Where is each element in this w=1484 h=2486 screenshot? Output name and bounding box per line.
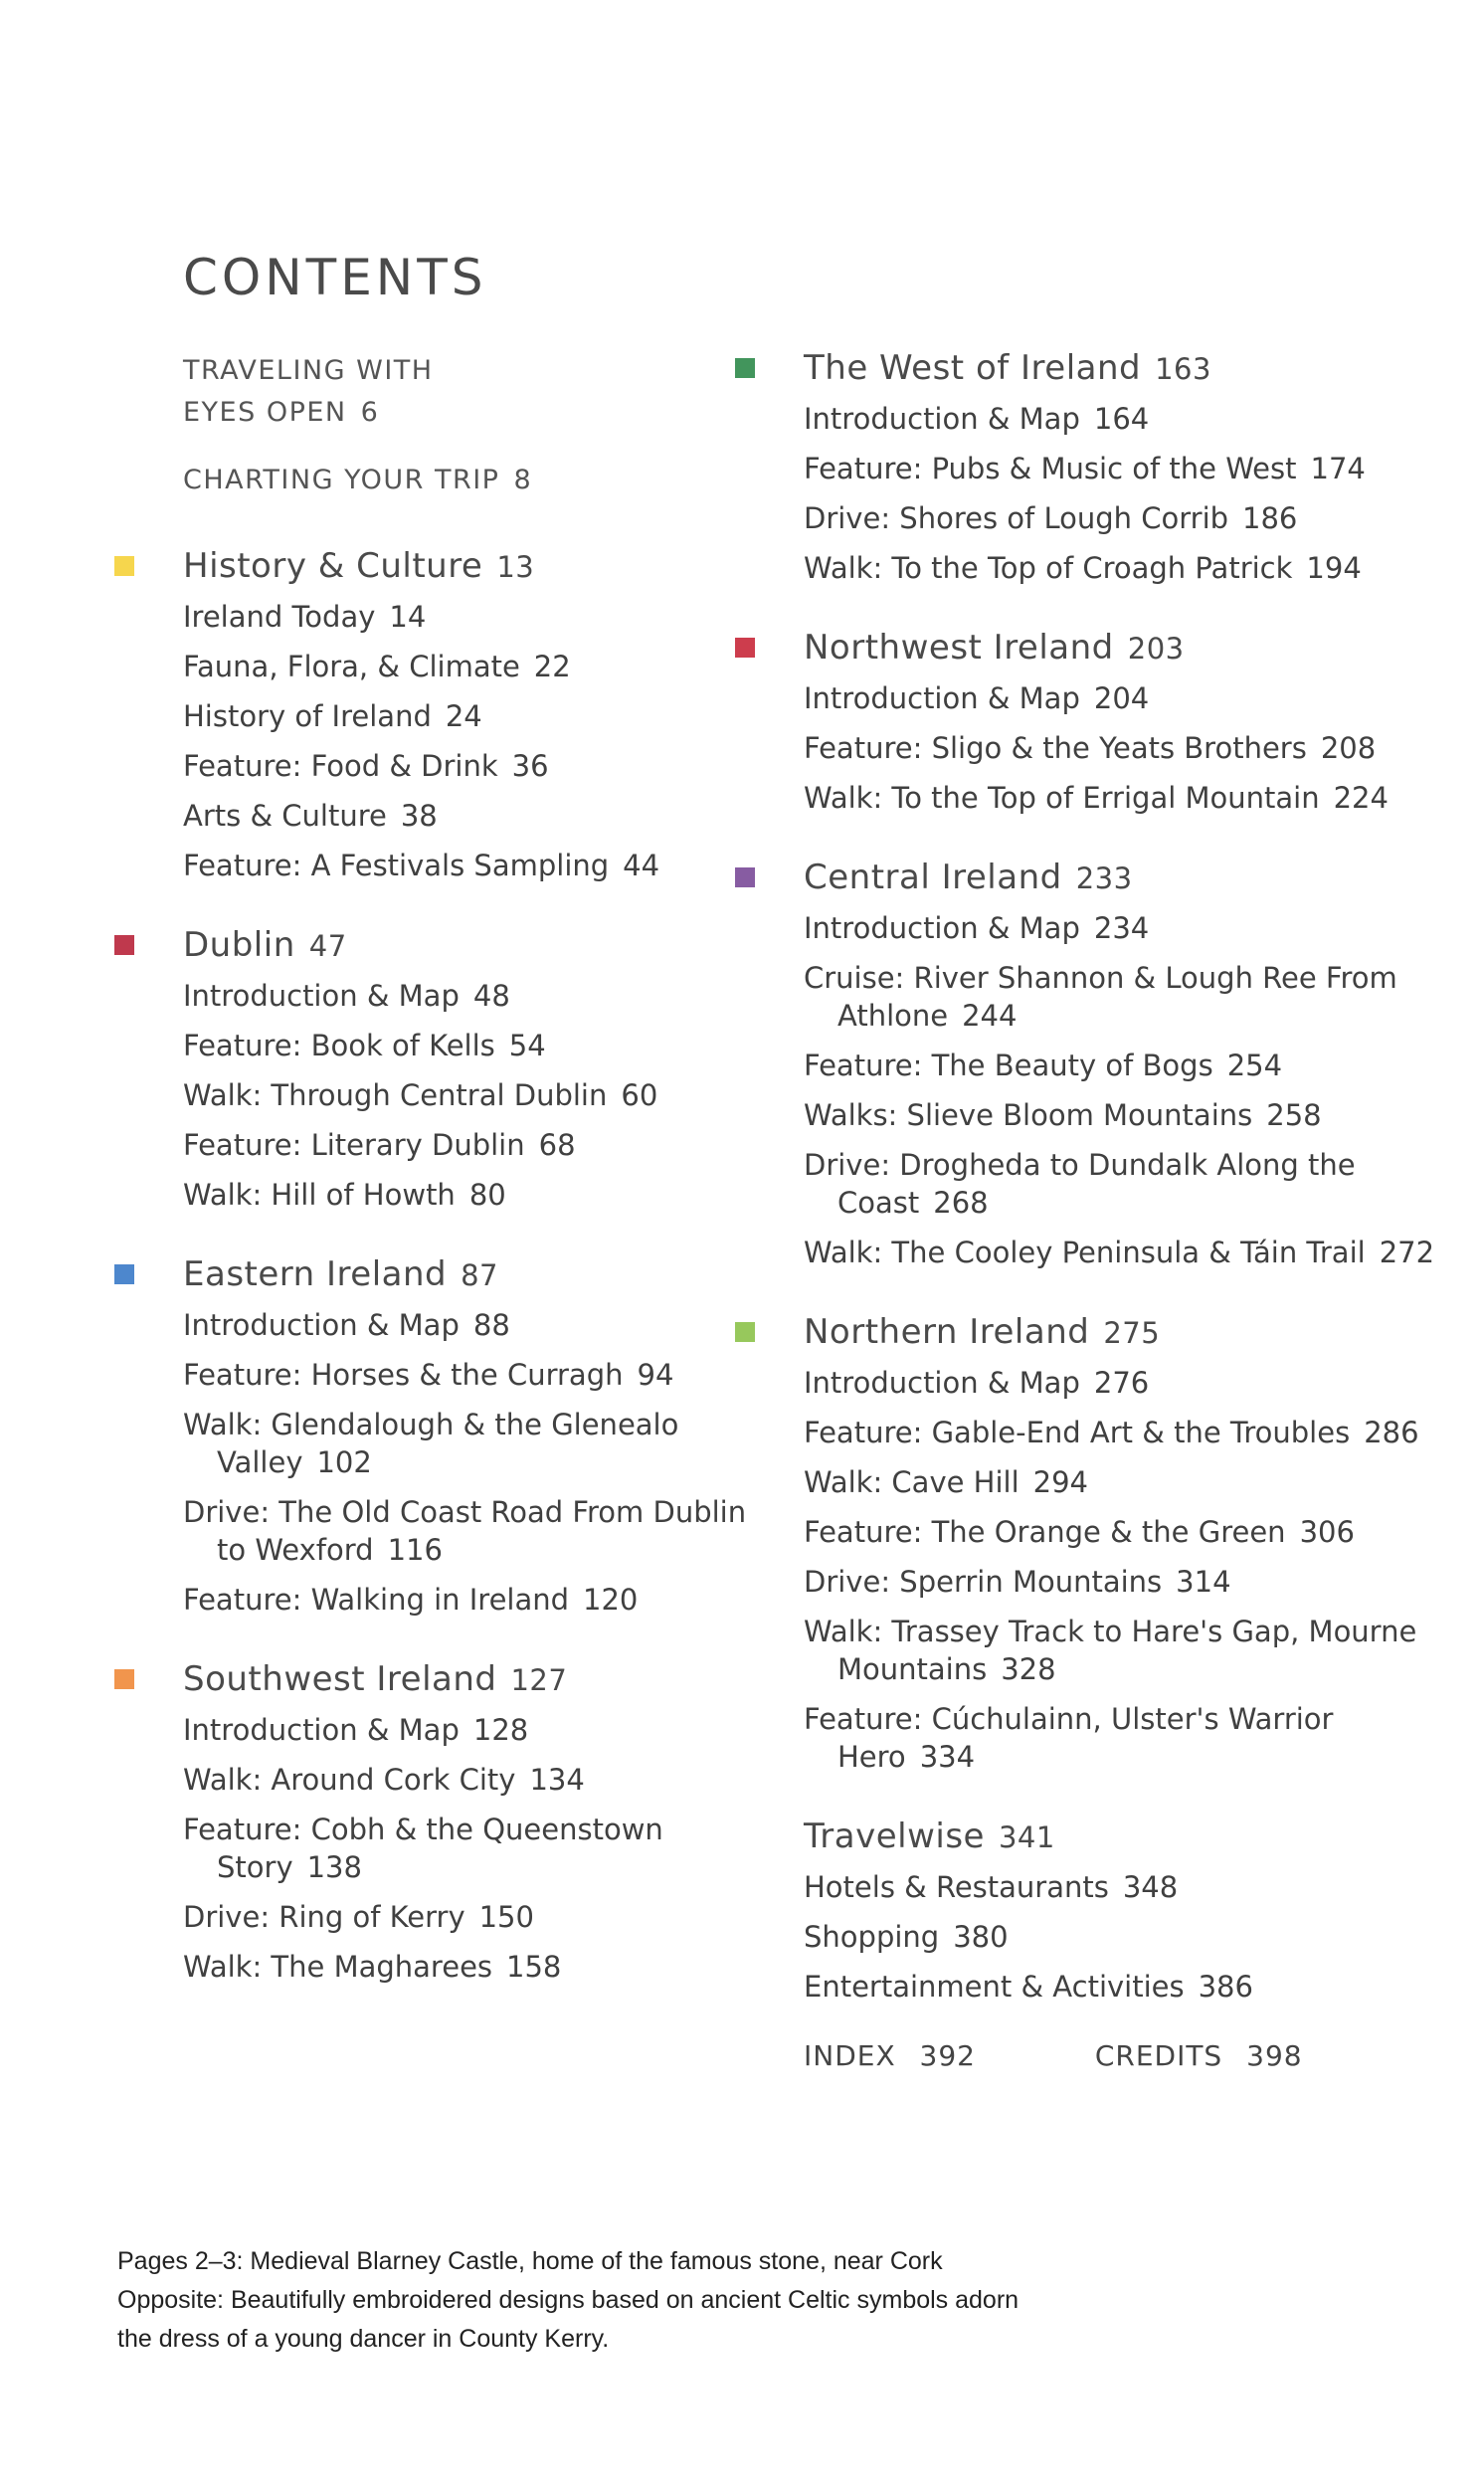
toc-entry[interactable] <box>183 1400 780 1487</box>
section-heading[interactable] <box>183 541 780 592</box>
toc-entry-page-number: 334 <box>919 1740 976 1774</box>
toc-entry-text: Feature: Sligo & the Yeats Brothers <box>804 731 1307 765</box>
toc-entry[interactable] <box>804 673 1440 723</box>
toc-entry-text: Ireland Today <box>183 600 376 634</box>
toc-section <box>804 623 1440 823</box>
toc-entry-page-number: 204 <box>1093 681 1150 715</box>
toc-entry-text: Walk: Through Central Dublin <box>183 1078 608 1112</box>
right-column <box>804 343 1440 2072</box>
section-heading-text: Southwest Ireland <box>183 1659 497 1699</box>
toc-entry-page-number: 294 <box>1032 1465 1089 1499</box>
toc-section <box>183 1654 780 1992</box>
toc-entry-page-number: 306 <box>1299 1515 1355 1549</box>
end-matter <box>804 2039 1440 2072</box>
toc-entry-page-number: 348 <box>1122 1870 1179 1904</box>
section-page-number: 233 <box>1075 861 1133 895</box>
toc-entry[interactable] <box>183 592 780 642</box>
section-heading-text: Dublin <box>183 925 295 965</box>
toc-entry[interactable] <box>804 394 1440 444</box>
toc-entry-page-number: 38 <box>400 799 438 833</box>
toc-entry[interactable] <box>804 953 1440 1041</box>
toc-entry[interactable] <box>183 1487 780 1575</box>
toc-entry-page-number: 102 <box>316 1445 372 1479</box>
section-heading[interactable] <box>804 853 1440 903</box>
toc-entry[interactable] <box>183 1705 780 1755</box>
toc-entry-text: Walk: Around Cork City <box>183 1763 516 1797</box>
section-color-marker-icon <box>113 934 135 956</box>
toc-entry-text: Feature: Cúchulainn, Ulster's Warrior Hero <box>804 1702 1334 1774</box>
toc-entry[interactable] <box>804 1408 1440 1457</box>
section-heading[interactable] <box>804 623 1440 673</box>
toc-entry-text: Drive: Ring of Kerry <box>183 1900 465 1934</box>
toc-entry-text: Feature: The Beauty of Bogs <box>804 1049 1213 1082</box>
toc-entry[interactable] <box>183 1755 780 1805</box>
toc-entry-page-number: 22 <box>533 650 571 683</box>
toc-entry-page-number: 276 <box>1093 1366 1150 1400</box>
toc-entry[interactable] <box>804 1507 1440 1557</box>
toc-entry[interactable] <box>183 741 780 791</box>
toc-entry-text: Walk: To the Top of Errigal Mountain <box>804 781 1320 815</box>
toc-entry-text: Hotels & Restaurants <box>804 1870 1109 1904</box>
toc-entry[interactable] <box>804 1607 1440 1694</box>
index-label: INDEX <box>804 2039 896 2072</box>
toc-entry-text: Arts & Culture <box>183 799 387 833</box>
toc-section <box>183 541 780 890</box>
toc-entry-page-number: 80 <box>468 1178 506 1212</box>
toc-entry-page-number: 36 <box>511 749 549 783</box>
section-page-number: 47 <box>308 929 347 963</box>
toc-entry-page-number: 208 <box>1320 731 1377 765</box>
toc-entry-text: Feature: Horses & the Curragh <box>183 1358 624 1392</box>
caption-line: Pages 2–3: Medieval Blarney Castle, home of the famous stone, near Cork <box>117 2247 943 2275</box>
section-heading[interactable] <box>183 1249 780 1300</box>
toc-entry[interactable] <box>183 1120 780 1170</box>
section-heading[interactable] <box>804 343 1440 394</box>
section-heading[interactable] <box>804 1812 1440 1862</box>
toc-entry-page-number: 158 <box>506 1950 562 1984</box>
caption-line: Opposite: Beautifully embroidered designs based on ancient Celtic symbols adorn <box>117 2286 1020 2314</box>
front-line: EYES OPEN <box>183 397 347 428</box>
toc-section <box>804 343 1440 593</box>
toc-entry-page-number: 54 <box>508 1029 546 1062</box>
toc-entry-page-number: 150 <box>478 1900 534 1934</box>
toc-entry-page-number: 138 <box>306 1850 362 1884</box>
toc-entry[interactable] <box>183 1170 780 1220</box>
toc-entry-text: Introduction & Map <box>804 681 1080 715</box>
toc-entry[interactable] <box>183 1805 780 1892</box>
toc-entry-page-number: 120 <box>583 1583 639 1617</box>
toc-entry-page-number: 134 <box>529 1763 585 1797</box>
toc-entry-text: Introduction & Map <box>804 402 1080 436</box>
caption-line: the dress of a young dancer in County Kerry. <box>117 2325 610 2353</box>
front-line: TRAVELING WITH <box>183 355 434 386</box>
right-sections <box>804 343 1440 2011</box>
toc-entry[interactable] <box>183 1300 780 1350</box>
toc-entry-page-number: 24 <box>445 699 482 733</box>
toc-entry[interactable] <box>804 1090 1440 1140</box>
section-page-number: 275 <box>1103 1316 1161 1350</box>
toc-entry-page-number: 234 <box>1093 911 1150 945</box>
toc-entry-text: Drive: Drogheda to Dundalk Along the Coast <box>804 1148 1356 1220</box>
toc-entry[interactable] <box>183 1350 780 1400</box>
toc-entry-text: Feature: Walking in Ireland <box>183 1583 570 1617</box>
toc-entry[interactable] <box>183 691 780 741</box>
toc-section <box>183 1249 780 1625</box>
toc-entry-page-number: 268 <box>933 1186 989 1220</box>
front-matter-traveling[interactable] <box>183 350 780 434</box>
section-page-number: 163 <box>1155 352 1211 386</box>
toc-entry-page-number: 224 <box>1333 781 1389 815</box>
toc-entry-text: Feature: Gable-End Art & the Troubles <box>804 1416 1351 1449</box>
toc-entry-text: Introduction & Map <box>183 1308 460 1342</box>
left-sections <box>183 541 780 1992</box>
toc-entry[interactable] <box>804 1912 1440 1962</box>
toc-entry-page-number: 174 <box>1310 452 1366 485</box>
section-page-number: 203 <box>1127 632 1185 666</box>
toc-entry-text: Drive: The Old Coast Road From Dublin to Wexford <box>183 1495 747 1567</box>
toc-entry-text: Walks: Slieve Bloom Mountains <box>804 1098 1253 1132</box>
section-color-marker-icon <box>734 357 756 379</box>
page-title: CONTENTS <box>183 249 487 306</box>
toc-entry-text: Walk: Hill of Howth <box>183 1178 456 1212</box>
toc-entry-text: Feature: Cobh & the Queenstown Story <box>183 1813 663 1884</box>
section-color-marker-icon <box>113 1263 135 1285</box>
toc-entry[interactable] <box>183 1021 780 1070</box>
toc-entry-text: Introduction & Map <box>183 979 460 1013</box>
section-heading[interactable] <box>804 1307 1440 1358</box>
section-page-number: 87 <box>461 1258 499 1292</box>
toc-entry[interactable] <box>804 1358 1440 1408</box>
toc-entry[interactable] <box>183 1942 780 1992</box>
toc-entry[interactable] <box>804 773 1440 823</box>
toc-entry-text: Introduction & Map <box>804 911 1080 945</box>
section-page-number: 13 <box>496 550 535 584</box>
toc-entry-page-number: 116 <box>387 1533 443 1567</box>
toc-entry-text: Feature: Literary Dublin <box>183 1128 525 1162</box>
toc-entry-page-number: 258 <box>1266 1098 1322 1132</box>
toc-section <box>804 1812 1440 2011</box>
section-color-marker-icon <box>113 1668 135 1690</box>
toc-entry-page-number: 380 <box>953 1920 1009 1954</box>
section-heading[interactable] <box>183 920 780 971</box>
toc-entry[interactable] <box>804 1694 1440 1782</box>
toc-entry[interactable] <box>183 1070 780 1120</box>
toc-entry-page-number: 14 <box>389 600 427 634</box>
front-page-number: 6 <box>360 397 380 428</box>
toc-section <box>804 1307 1440 1782</box>
section-page-number: 127 <box>510 1663 568 1697</box>
toc-entry-text: Feature: Pubs & Music of the West <box>804 452 1297 485</box>
section-heading-text: History & Culture <box>183 546 483 586</box>
credits-link[interactable] <box>1095 2039 1303 2072</box>
section-page-number: 341 <box>998 1820 1055 1854</box>
toc-section <box>804 853 1440 1277</box>
toc-entry[interactable] <box>804 1228 1440 1277</box>
toc-entry-page-number: 254 <box>1226 1049 1283 1082</box>
front-matter-charting[interactable] <box>183 460 780 501</box>
toc-entry-page-number: 386 <box>1198 1970 1253 2004</box>
toc-entry[interactable] <box>183 841 780 890</box>
toc-entry-text: Walk: The Magharees <box>183 1950 493 1984</box>
toc-entry-text: Introduction & Map <box>804 1366 1080 1400</box>
toc-entry-text: Entertainment & Activities <box>804 1970 1185 2004</box>
toc-entry-page-number: 186 <box>1242 501 1298 535</box>
toc-entry-text: Feature: A Festivals Sampling <box>183 849 610 882</box>
toc-entry-text: Walk: Cave Hill <box>804 1465 1020 1499</box>
toc-entry-page-number: 94 <box>637 1358 674 1392</box>
toc-entry-text: Shopping <box>804 1920 940 1954</box>
toc-entry[interactable] <box>804 1457 1440 1507</box>
toc-entry-page-number: 164 <box>1093 402 1150 436</box>
toc-entry[interactable] <box>804 1962 1440 2011</box>
toc-entry[interactable] <box>183 1575 780 1625</box>
toc-entry-text: Walk: To the Top of Croagh Patrick <box>804 551 1293 585</box>
toc-entry[interactable] <box>183 1892 780 1942</box>
toc-entry-text: Feature: The Orange & the Green <box>804 1515 1286 1549</box>
index-page: 392 <box>919 2039 976 2072</box>
toc-entry-text: Drive: Shores of Lough Corrib <box>804 501 1229 535</box>
section-heading-text: Eastern Ireland <box>183 1254 448 1294</box>
toc-entry-page-number: 68 <box>538 1128 576 1162</box>
toc-entry-page-number: 194 <box>1306 551 1362 585</box>
toc-entry-page-number: 286 <box>1364 1416 1419 1449</box>
toc-entry[interactable] <box>804 1557 1440 1607</box>
toc-entry-text: Walk: Trassey Track to Hare's Gap, Mourne Mountains <box>804 1615 1417 1686</box>
section-heading[interactable] <box>183 1654 780 1705</box>
toc-entry-text: Walk: The Cooley Peninsula & Táin Trail <box>804 1236 1366 1269</box>
toc-entry-text: Cruise: River Shannon & Lough Ree From Athlone <box>804 961 1397 1033</box>
toc-entry-text: History of Ireland <box>183 699 432 733</box>
toc-entry-text: Introduction & Map <box>183 1713 460 1747</box>
toc-entry-page-number: 314 <box>1176 1565 1231 1599</box>
toc-entry-page-number: 244 <box>962 999 1018 1033</box>
toc-entry[interactable] <box>804 444 1440 493</box>
toc-entry[interactable] <box>804 1862 1440 1912</box>
toc-section <box>183 920 780 1220</box>
toc-entry[interactable] <box>183 642 780 691</box>
toc-entry[interactable] <box>804 1041 1440 1090</box>
toc-entry[interactable] <box>804 723 1440 773</box>
credits-label: CREDITS <box>1094 2039 1223 2072</box>
front-line: CHARTING YOUR TRIP <box>183 465 500 495</box>
toc-entry-page-number: 328 <box>1001 1652 1056 1686</box>
front-page-number: 8 <box>513 465 533 495</box>
toc-entry-page-number: 128 <box>472 1713 529 1747</box>
section-heading-text: Central Ireland <box>804 858 1062 897</box>
toc-entry-text: Drive: Sperrin Mountains <box>804 1565 1163 1599</box>
toc-entry-text: Walk: Glendalough & the Glenealo Valley <box>183 1408 679 1479</box>
section-heading-text: Northern Ireland <box>804 1312 1090 1352</box>
toc-entry-text: Fauna, Flora, & Climate <box>183 650 520 683</box>
section-heading-text: The West of Ireland <box>804 348 1142 388</box>
toc-entry[interactable] <box>804 493 1440 543</box>
toc-entry-page-number: 44 <box>623 849 660 882</box>
section-heading-text: Travelwise <box>804 1817 985 1856</box>
toc-entry[interactable] <box>183 791 780 841</box>
section-color-marker-icon <box>734 637 756 659</box>
credits-page: 398 <box>1246 2039 1303 2072</box>
toc-entry-page-number: 88 <box>472 1308 510 1342</box>
toc-entry-page-number: 60 <box>621 1078 658 1112</box>
index-link[interactable] <box>804 2039 976 2072</box>
section-color-marker-icon <box>734 1321 756 1343</box>
left-column <box>183 350 780 1992</box>
section-color-marker-icon <box>113 555 135 577</box>
toc-entry-page-number: 272 <box>1379 1236 1435 1269</box>
section-heading-text: Northwest Ireland <box>804 628 1114 668</box>
toc-entry[interactable] <box>804 903 1440 953</box>
photo-caption <box>117 2242 1211 2359</box>
toc-entry-page-number: 48 <box>472 979 510 1013</box>
toc-entry[interactable] <box>804 1140 1440 1228</box>
toc-entry-text: Feature: Food & Drink <box>183 749 498 783</box>
toc-entry[interactable] <box>804 543 1440 593</box>
toc-entry[interactable] <box>183 971 780 1021</box>
toc-entry-text: Feature: Book of Kells <box>183 1029 495 1062</box>
section-color-marker-icon <box>734 866 756 888</box>
